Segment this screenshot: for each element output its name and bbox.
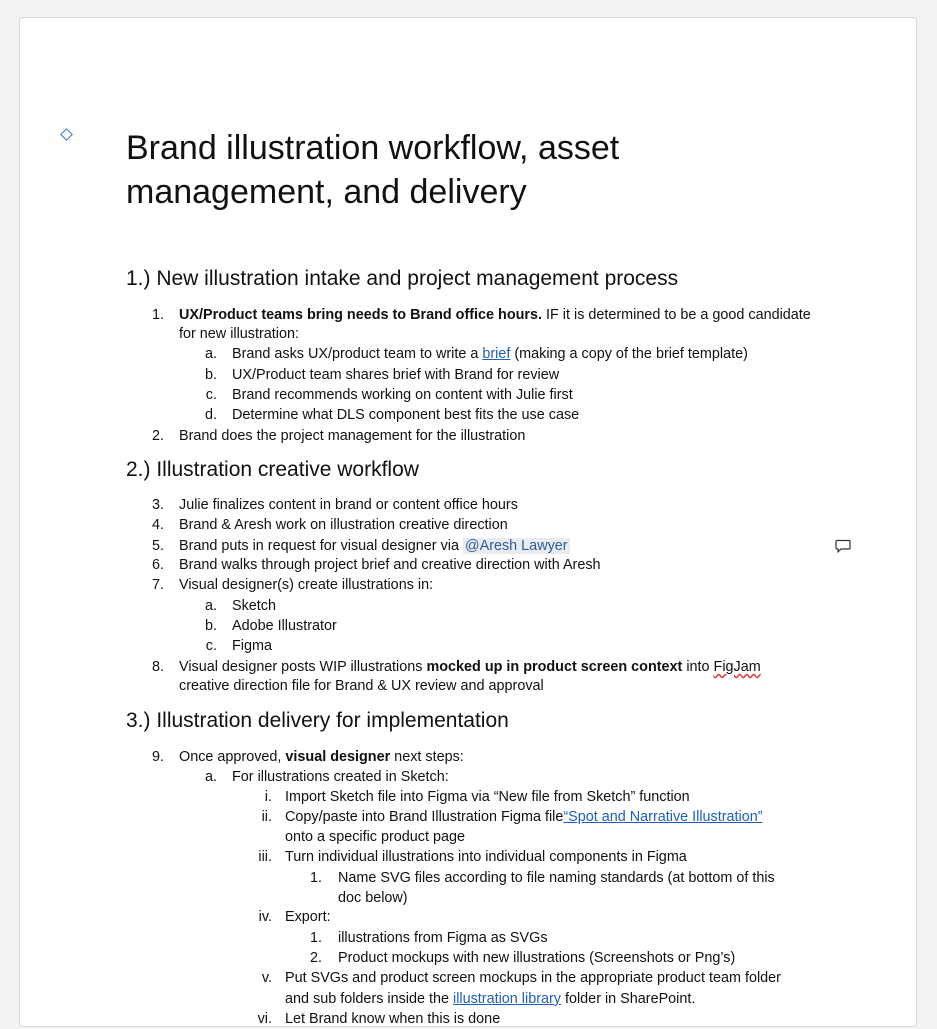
list-item-text: Import Sketch file into Figma via “New file from Sketch” function xyxy=(285,789,690,805)
text: Once approved, xyxy=(179,749,286,765)
list-number: 4. xyxy=(151,517,164,533)
text: next steps: xyxy=(390,749,464,765)
spellcheck-word[interactable]: FigJam xyxy=(713,659,761,675)
list-letter: a. xyxy=(204,598,217,614)
list-item-text: onto a specific product page xyxy=(285,829,466,845)
list-letter: a. xyxy=(204,769,217,785)
list-item-text: UX/Product team shares brief with Brand for review xyxy=(232,367,560,383)
list-item-text: Adobe Illustrator xyxy=(232,618,337,634)
list-item-text: Julie finalizes content in brand or content office hours xyxy=(179,497,518,513)
section-heading-3: 3.) Illustration delivery for implementation xyxy=(126,709,509,732)
list-item-text: Name SVG files according to file naming standards (at bottom of this xyxy=(338,870,775,886)
list-number: 6. xyxy=(151,557,164,573)
text: Copy/paste into Brand Illustration Figma file xyxy=(285,809,564,825)
list-number: 1. xyxy=(151,307,164,323)
text: IF it is determined to be a good candidate xyxy=(542,307,811,323)
list-letter: b. xyxy=(204,367,217,383)
list-item-text xyxy=(232,344,748,364)
list-number: 8. xyxy=(151,659,164,675)
list-number: 2. xyxy=(151,428,164,444)
list-item-text xyxy=(179,657,761,677)
spot-narrative-illustration-link[interactable]: “Spot and Narrative Illustration” xyxy=(563,809,763,825)
list-roman: i. xyxy=(264,789,272,805)
list-item-text: Brand recommends working on content with Julie first xyxy=(232,387,573,403)
list-item-text xyxy=(179,747,464,767)
list-roman: vi. xyxy=(257,1011,272,1027)
list-item-text xyxy=(285,807,763,827)
comment-icon[interactable] xyxy=(835,539,851,553)
list-roman: ii. xyxy=(261,809,272,825)
list-item-text: Sketch xyxy=(232,598,276,614)
list-item-text: Determine what DLS component best fits the use case xyxy=(232,407,580,423)
bold-text: visual designer xyxy=(285,749,391,765)
list-number: 1. xyxy=(309,870,322,886)
list-letter: c. xyxy=(205,638,217,654)
list-number: 3. xyxy=(151,497,164,513)
list-roman: iii. xyxy=(258,849,272,865)
text: and sub folders inside the xyxy=(285,991,454,1007)
list-item-text: Figma xyxy=(232,638,272,654)
text: Visual designer posts WIP illustrations xyxy=(179,659,427,675)
text: (making a copy of the brief template) xyxy=(510,346,748,362)
list-number: 9. xyxy=(151,749,164,765)
list-item-text: doc below) xyxy=(338,890,408,906)
illustration-library-link[interactable]: illustration library xyxy=(453,991,561,1007)
bold-text: UX/Product teams bring needs to Brand office hours. xyxy=(179,307,543,323)
list-letter: b. xyxy=(204,618,217,634)
list-number: 2. xyxy=(309,950,322,966)
list-item-text: Brand walks through project brief and creative direction with Aresh xyxy=(179,557,601,573)
list-item-text: illustrations from Figma as SVGs xyxy=(338,930,548,946)
list-item-text xyxy=(285,989,695,1009)
list-roman: v. xyxy=(261,970,272,986)
list-item-text: creative direction file for Brand & UX review and approval xyxy=(179,678,544,694)
list-number: 5. xyxy=(151,538,164,554)
bold-text: mocked up in product screen context xyxy=(426,659,683,675)
list-item-text xyxy=(179,536,570,556)
section-heading-2: 2.) Illustration creative workflow xyxy=(126,458,419,481)
list-item-text: Product mockups with new illustrations (Screenshots or Png’s) xyxy=(338,950,736,966)
list-item-text: for new illustration: xyxy=(179,326,299,342)
list-item-text: For illustrations created in Sketch: xyxy=(232,769,449,785)
list-item-text: Let Brand know when this is done xyxy=(285,1011,501,1027)
brief-link[interactable]: brief xyxy=(482,346,511,362)
text: folder in SharePoint. xyxy=(560,991,696,1007)
list-roman: iv. xyxy=(258,909,272,925)
text: Brand puts in request for visual designer via xyxy=(179,538,463,554)
list-letter: c. xyxy=(205,387,217,403)
section-heading-1: 1.) New illustration intake and project management process xyxy=(126,267,679,290)
list-number: 1. xyxy=(309,930,322,946)
list-item-text: Put SVGs and product screen mockups in the appropriate product team folder xyxy=(285,970,781,986)
list-item-text: Export: xyxy=(285,909,331,925)
list-letter: d. xyxy=(204,407,217,423)
text: into xyxy=(682,659,714,675)
list-item-text xyxy=(179,305,811,325)
list-number: 7. xyxy=(151,577,164,593)
outline-diamond-icon[interactable] xyxy=(60,128,73,141)
list-item-text: Visual designer(s) create illustrations in: xyxy=(179,577,434,593)
list-item-text: Brand & Aresh work on illustration creative direction xyxy=(179,517,508,533)
text: Brand asks UX/product team to write a xyxy=(232,346,483,362)
user-mention[interactable]: @Aresh Lawyer xyxy=(464,538,568,554)
list-letter: a. xyxy=(204,346,217,362)
list-item-text: Brand does the project management for the illustration xyxy=(179,428,526,444)
document-title: Brand illustration workflow, asset management, and delivery xyxy=(126,129,620,211)
list-item-text: Turn individual illustrations into individual components in Figma xyxy=(285,849,687,865)
document-page xyxy=(19,17,917,1027)
